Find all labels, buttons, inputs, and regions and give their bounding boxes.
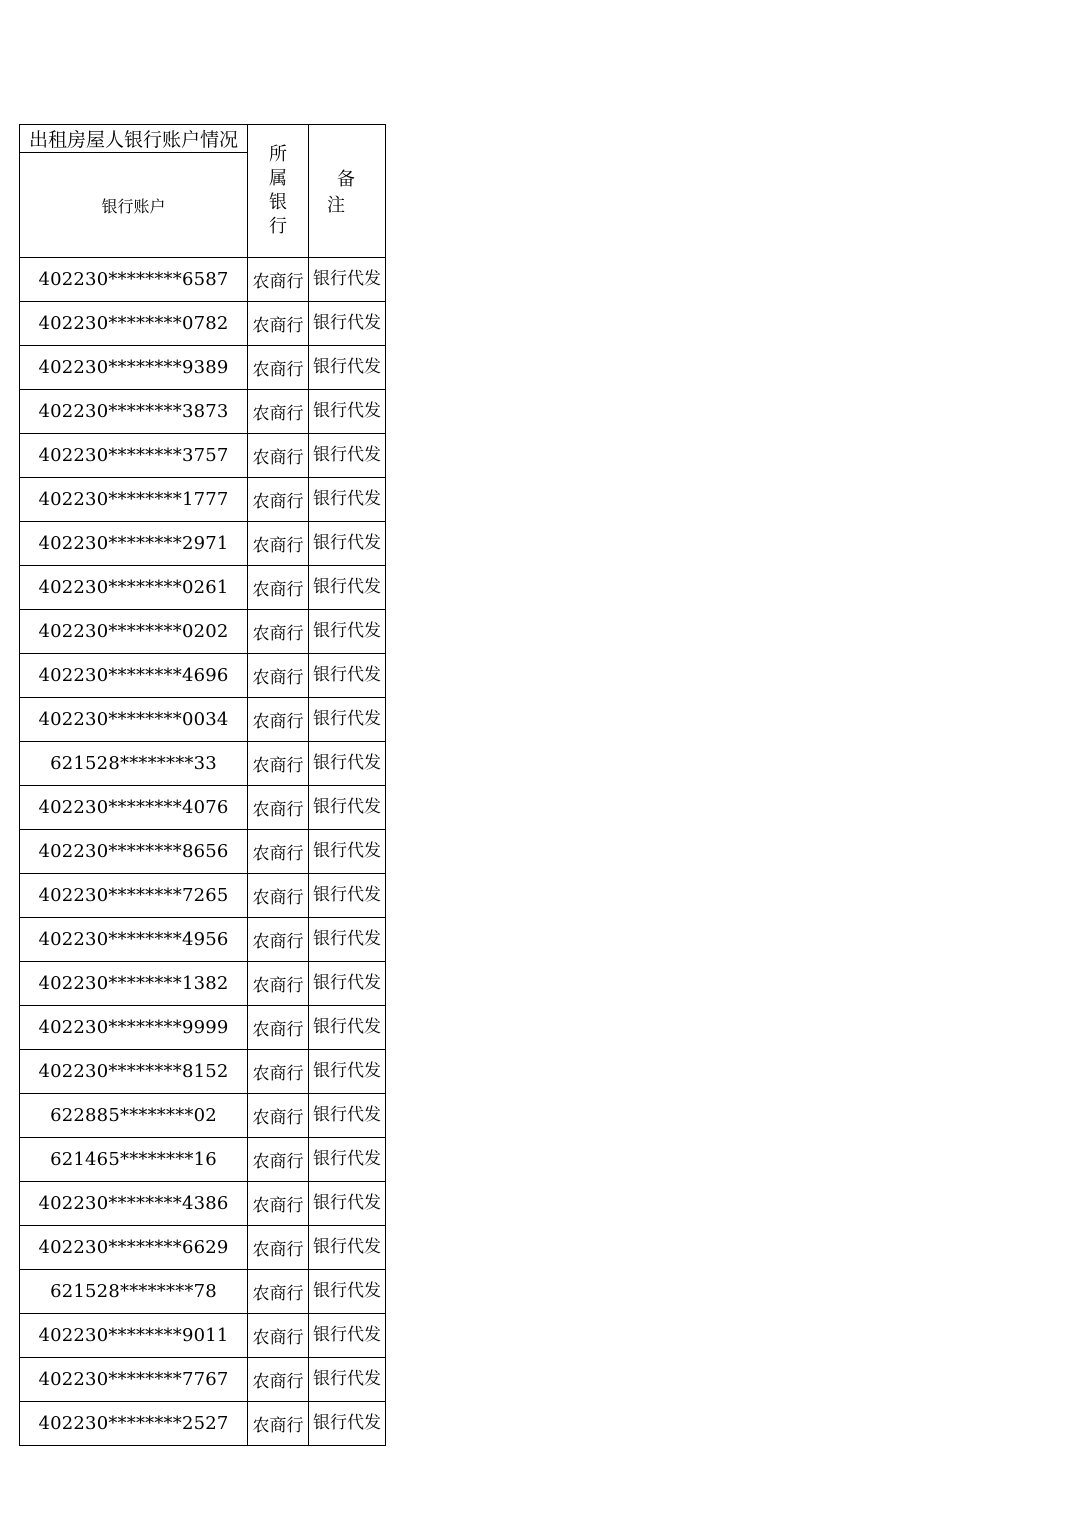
table-row [20,302,386,346]
bank-cell: 农商行 [248,654,309,698]
account-number-cell: 621528********33 [20,742,248,786]
bank-cell: 农商行 [248,1226,309,1270]
bank-cell: 农商行 [248,434,309,478]
note-cell: 银行代发 [309,918,386,962]
header-note-label: 备 注 [327,169,377,216]
account-number-cell: 402230********2527 [20,1402,248,1446]
account-number-cell: 402230********1382 [20,962,248,1006]
table-row [20,1182,386,1226]
account-number-cell: 402230********8656 [20,830,248,874]
table-row [20,742,386,786]
account-number-cell: 621465********16 [20,1138,248,1182]
note-cell: 银行代发 [309,830,386,874]
account-number-cell: 402230********7265 [20,874,248,918]
note-cell: 银行代发 [309,654,386,698]
bank-cell: 农商行 [248,522,309,566]
note-cell: 银行代发 [309,1138,386,1182]
note-cell: 银行代发 [309,1094,386,1138]
note-cell: 银行代发 [309,962,386,1006]
bank-cell: 农商行 [248,742,309,786]
table-row [20,434,386,478]
header-bank-line2: 银 行 [269,192,295,237]
bank-cell: 农商行 [248,346,309,390]
account-number-cell: 402230********3873 [20,390,248,434]
table-row [20,1314,386,1358]
bank-cell: 农商行 [248,1138,309,1182]
header-bank-label [256,143,308,239]
bank-account-table [19,124,386,1446]
account-number-cell: 402230********0261 [20,566,248,610]
note-cell: 银行代发 [309,1358,386,1402]
title-row [20,125,386,153]
account-number-cell: 402230********0202 [20,610,248,654]
header-account: 银行账户 [20,153,248,258]
table-row [20,1402,386,1446]
note-cell: 银行代发 [309,346,386,390]
note-cell: 银行代发 [309,1006,386,1050]
note-cell: 银行代发 [309,302,386,346]
account-number-cell: 402230********2971 [20,522,248,566]
account-number-cell: 402230********4696 [20,654,248,698]
bank-cell: 农商行 [248,962,309,1006]
table-row [20,258,386,302]
table-row [20,478,386,522]
account-number-cell: 402230********3757 [20,434,248,478]
note-cell: 银行代发 [309,1402,386,1446]
bank-cell: 农商行 [248,1182,309,1226]
account-number-cell: 402230********4956 [20,918,248,962]
note-cell: 银行代发 [309,434,386,478]
note-cell: 银行代发 [309,566,386,610]
account-number-cell: 402230********1777 [20,478,248,522]
table-row [20,918,386,962]
bank-cell: 农商行 [248,1006,309,1050]
account-number-cell: 402230********9999 [20,1006,248,1050]
bank-cell: 农商行 [248,1094,309,1138]
bank-cell: 农商行 [248,390,309,434]
bank-cell: 农商行 [248,1314,309,1358]
note-cell: 银行代发 [309,390,386,434]
table-row [20,1050,386,1094]
bank-cell: 农商行 [248,302,309,346]
bank-cell: 农商行 [248,918,309,962]
note-cell: 银行代发 [309,610,386,654]
bank-cell: 农商行 [248,830,309,874]
header-bank-line1: 所 属 [269,144,295,189]
table-row [20,698,386,742]
bank-cell: 农商行 [248,610,309,654]
account-sheet [19,124,385,1446]
table-row [20,566,386,610]
table-row [20,346,386,390]
note-cell: 银行代发 [309,874,386,918]
bank-cell: 农商行 [248,258,309,302]
table-row [20,962,386,1006]
bank-cell: 农商行 [248,1050,309,1094]
account-number-cell: 402230********8152 [20,1050,248,1094]
header-bank [248,125,309,258]
note-cell: 银行代发 [309,258,386,302]
table-row [20,1270,386,1314]
table-row [20,1358,386,1402]
table-title: 出租房屋人银行账户情况 [20,125,248,153]
account-number-cell: 622885********02 [20,1094,248,1138]
account-number-cell: 402230********9389 [20,346,248,390]
account-number-cell: 402230********0034 [20,698,248,742]
account-number-cell: 402230********4076 [20,786,248,830]
table-row [20,1094,386,1138]
account-number-cell: 402230********9011 [20,1314,248,1358]
bank-cell: 农商行 [248,874,309,918]
table-row [20,654,386,698]
table-row [20,786,386,830]
note-cell: 银行代发 [309,698,386,742]
note-cell: 银行代发 [309,1226,386,1270]
table-row [20,1138,386,1182]
note-cell: 银行代发 [309,1314,386,1358]
note-cell: 银行代发 [309,522,386,566]
bank-cell: 农商行 [248,1402,309,1446]
account-number-cell: 402230********7767 [20,1358,248,1402]
account-number-cell: 402230********0782 [20,302,248,346]
note-cell: 银行代发 [309,1270,386,1314]
account-number-cell: 402230********6629 [20,1226,248,1270]
bank-cell: 农商行 [248,1270,309,1314]
table-row [20,390,386,434]
note-cell: 银行代发 [309,1050,386,1094]
bank-cell: 农商行 [248,786,309,830]
table-row [20,522,386,566]
table-row [20,874,386,918]
table-row [20,1226,386,1270]
table-row [20,1006,386,1050]
header-note [309,125,386,258]
account-number-cell: 402230********4386 [20,1182,248,1226]
table-row [20,610,386,654]
bank-cell: 农商行 [248,566,309,610]
note-cell: 银行代发 [309,478,386,522]
account-number-cell: 402230********6587 [20,258,248,302]
note-cell: 银行代发 [309,742,386,786]
note-cell: 银行代发 [309,786,386,830]
table-row [20,830,386,874]
bank-cell: 农商行 [248,698,309,742]
bank-cell: 农商行 [248,1358,309,1402]
bank-cell: 农商行 [248,478,309,522]
account-number-cell: 621528********78 [20,1270,248,1314]
note-cell: 银行代发 [309,1182,386,1226]
